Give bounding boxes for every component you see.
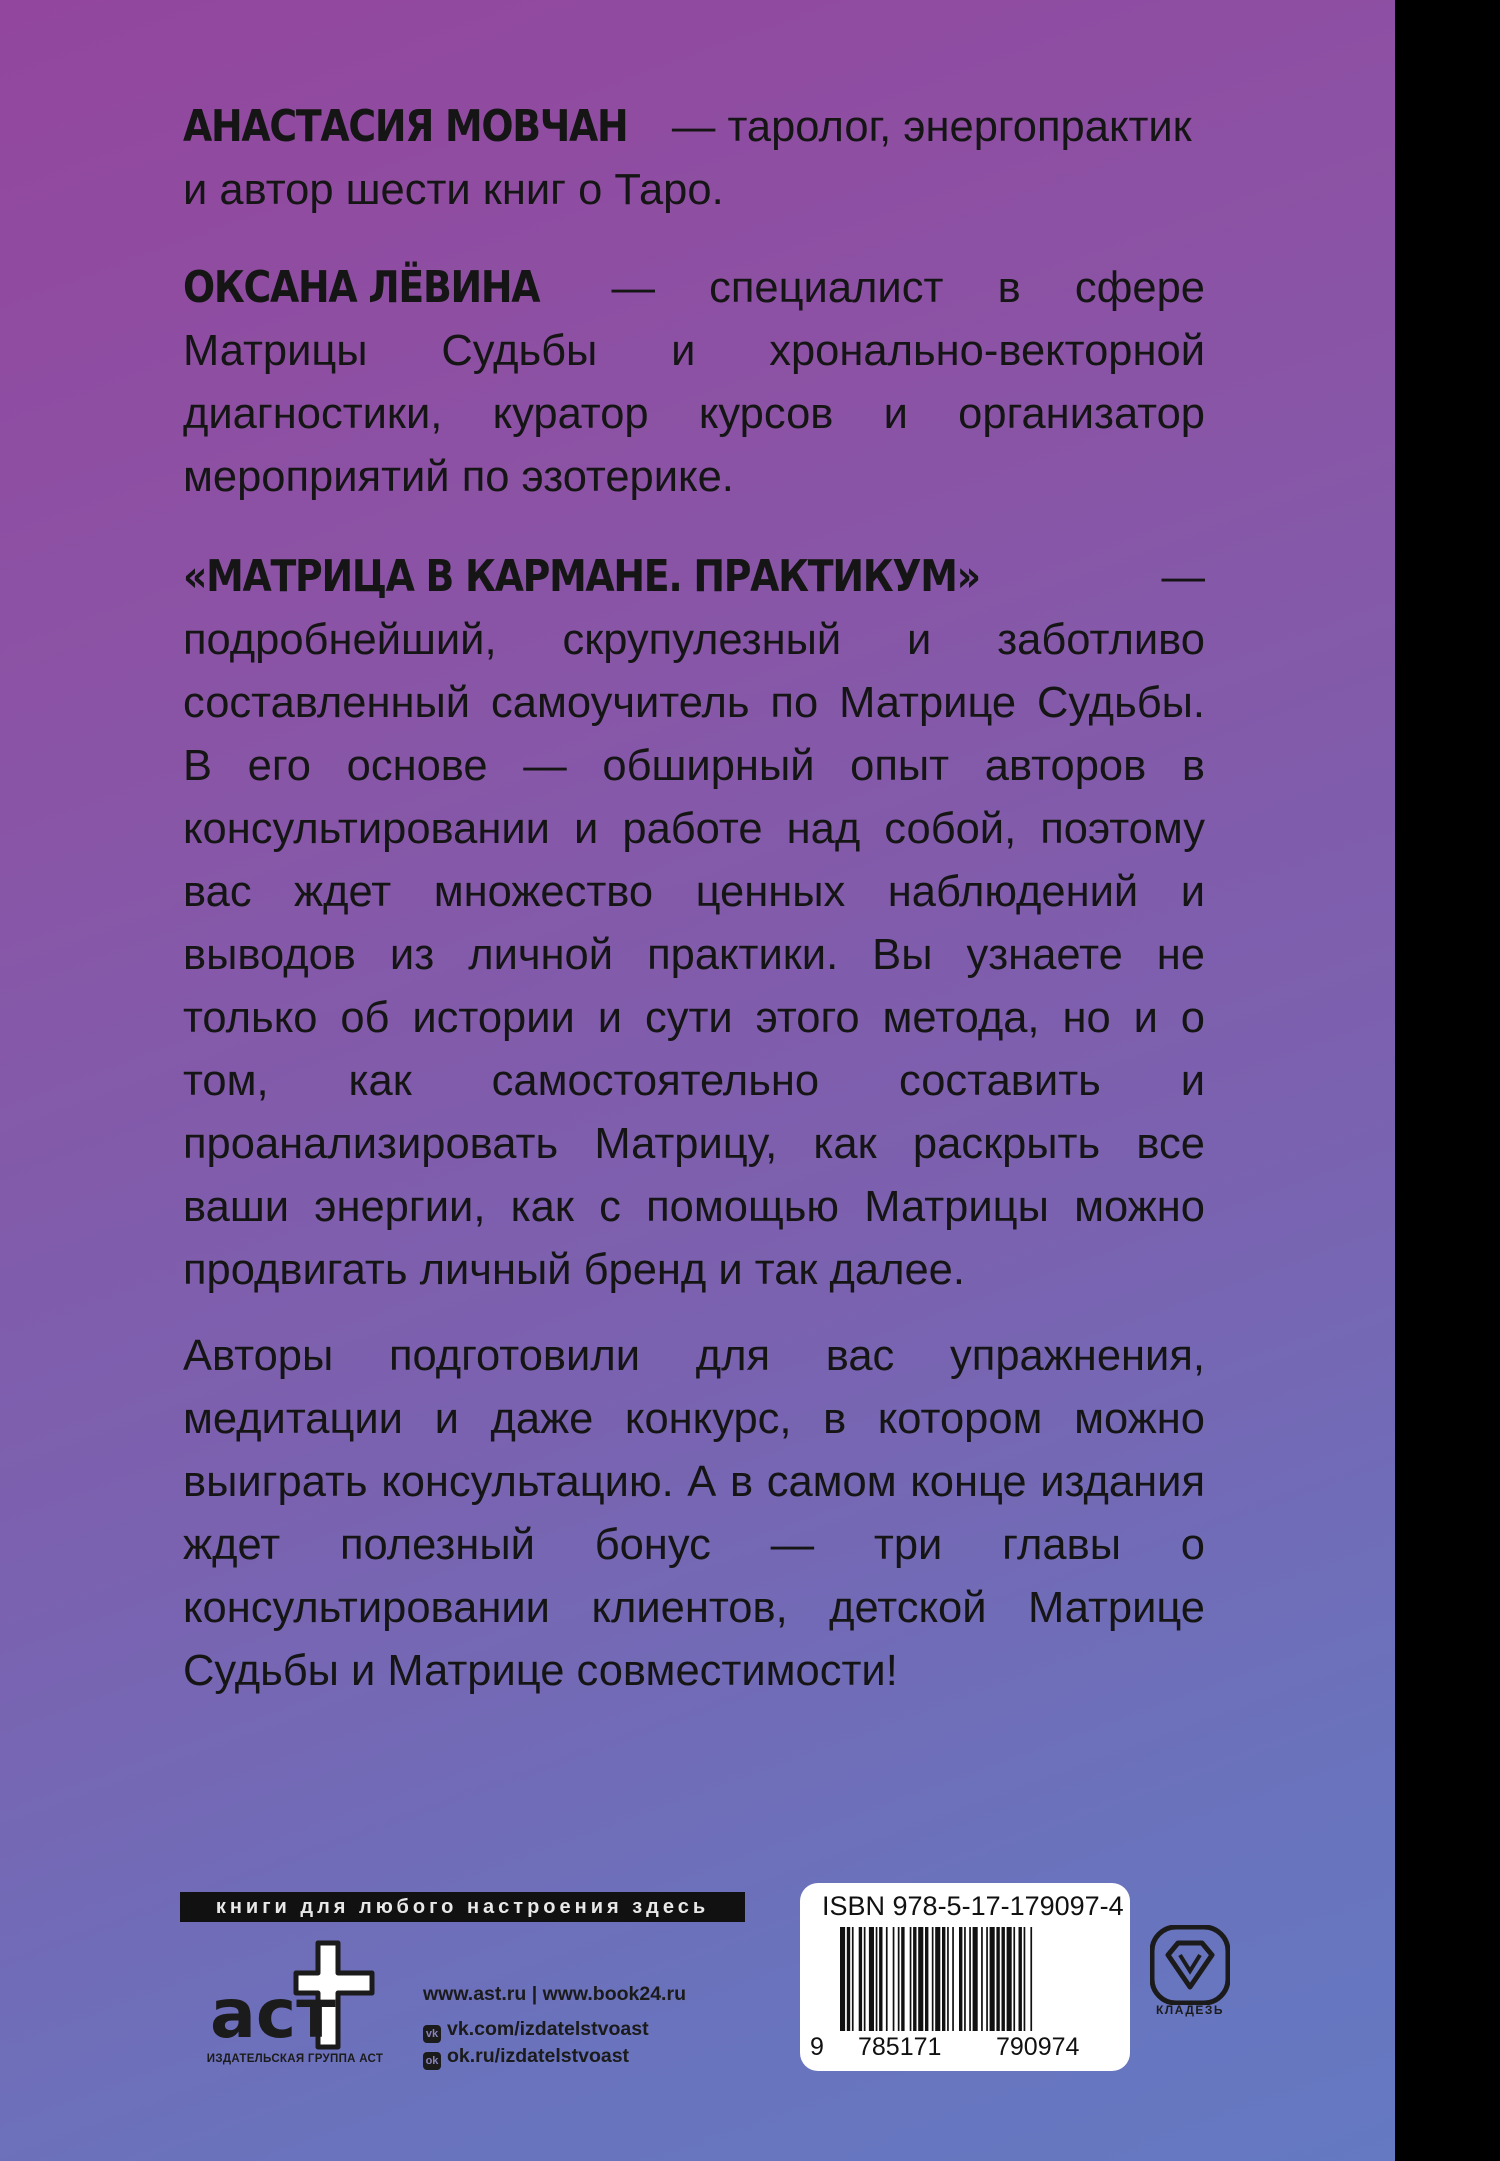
author-bio-levina — [183, 256, 1205, 527]
barcode-bar — [952, 1927, 954, 2031]
barcode-bar — [1030, 1927, 1032, 2031]
ok-icon: ok — [423, 2052, 441, 2070]
book-description-text: — подробнейший, скрупулезный и заботливо составленный самоучитель по Матрице Судьбы. В его основе — обширный опыт авторов в консультировании и работе над собой, поэтому вас ждет множество ценных наблюдений и выводов из личной практики. Вы узнаете не только об истории и сути этого метода, но и о том, как самостоятельно составить и проанализировать Матрицу, как раскрыть все ваши энергии, как с помощью Матрицы можно продвигать личный бренд и так далее. — [183, 553, 1205, 1294]
barcode-bar — [901, 1927, 904, 2031]
isbn-label: ISBN 978-5-17-179097-4 — [822, 1891, 1124, 1921]
imprint-name: КЛАДЕЗЬ — [1155, 2003, 1225, 2017]
barcode-bar — [852, 1927, 854, 2031]
ast-logo-text: аст — [210, 1975, 336, 2054]
author-bio-movchan — [183, 95, 1205, 240]
author-name-levina: ОКСАНА ЛЁВИНА — [183, 262, 540, 313]
spine-edge — [1395, 0, 1500, 2161]
barcode-bar — [859, 1927, 862, 2031]
author-desc-movchan-line2: и автор шести книг о Таро. — [183, 166, 724, 214]
barcode-bar — [879, 1927, 882, 2031]
isbn-barcode-box — [800, 1883, 1130, 2071]
barcode-bar — [973, 1927, 978, 2031]
barcode-bar — [893, 1927, 895, 2031]
ok-link[interactable]: ok.ru/izdatelstvoast — [447, 2045, 630, 2067]
vk-link[interactable]: vk.com/izdatelstvoast — [447, 2018, 649, 2040]
barcode-digits-group2: 790974 — [996, 2033, 1080, 2061]
barcode-bar — [947, 1927, 949, 2031]
barcode-bar — [1013, 1927, 1015, 2031]
barcode-bar — [1024, 1927, 1026, 2031]
barcode-bar — [886, 1927, 888, 2031]
barcode-digits-group1: 785171 — [858, 2033, 942, 2061]
barcode-bar — [935, 1927, 940, 2031]
bonus-block — [183, 1325, 1205, 1721]
barcode-bar — [869, 1927, 874, 2031]
publisher-websites[interactable]: www.ast.ru | www.book24.ru — [423, 1983, 686, 2005]
barcode-digit-first: 9 — [810, 2033, 824, 2061]
vk-icon: vk — [423, 2025, 441, 2043]
barcode-bar — [918, 1927, 923, 2031]
barcode-bar — [969, 1927, 971, 2031]
barcode-bar — [986, 1927, 988, 2031]
bonus-text: Авторы подготовили для вас упражнения, медитации и даже конкурс, в котором можно выиграть консультацию. А в самом конце издания ждет полезный бонус — три главы о консультировании клиентов, детской Матрице Судьбы и Матрице совместимости! — [183, 1332, 1205, 1695]
book-description-block — [183, 545, 1205, 1320]
ok-link-row[interactable] — [423, 2045, 629, 2070]
publisher-caption: ИЗДАТЕЛЬСКАЯ ГРУППА АСТ — [206, 2053, 384, 2065]
vk-link-row[interactable] — [423, 2018, 649, 2043]
barcode-bar — [840, 1927, 845, 2031]
barcode-icon — [840, 1927, 1112, 2031]
barcode-bar — [942, 1927, 945, 2031]
barcode-bar — [959, 1927, 962, 2031]
barcode-bar — [847, 1927, 850, 2031]
barcode-bar — [925, 1927, 928, 2031]
author-name-movchan: АНАСТАСИЯ МОВЧАН — [183, 101, 628, 152]
publisher-slogan: книги для любого настроения здесь — [180, 1892, 745, 1922]
kladez-diamond-icon — [1150, 1925, 1230, 2005]
barcode-bar — [864, 1927, 866, 2031]
barcode-bar — [1002, 1927, 1005, 2031]
barcode-bar — [913, 1927, 916, 2031]
barcode-bar — [898, 1927, 900, 2031]
barcode-bar — [1007, 1927, 1012, 2031]
barcode-bar — [996, 1927, 999, 2031]
barcode-bar — [981, 1927, 983, 2031]
barcode-bar — [990, 1927, 995, 2031]
barcode-bar — [1019, 1927, 1022, 2031]
author-desc-levina: — специалист в сфере Матрицы Судьбы и хронально-векторной диагностики, куратор курсов и организатор мероприятий по эзотерике. — [183, 264, 1205, 501]
barcode-bar — [910, 1927, 912, 2031]
barcode-bar — [932, 1927, 934, 2031]
book-title: «МАТРИЦА В КАРМАНЕ. ПРАКТИКУМ» — [183, 551, 980, 602]
ast-logo-icon — [200, 1935, 390, 2055]
author-desc-movchan-line1: — таролог, энергопрактик — [671, 103, 1192, 151]
barcode-bar — [964, 1927, 966, 2031]
barcode-bar — [876, 1927, 878, 2031]
